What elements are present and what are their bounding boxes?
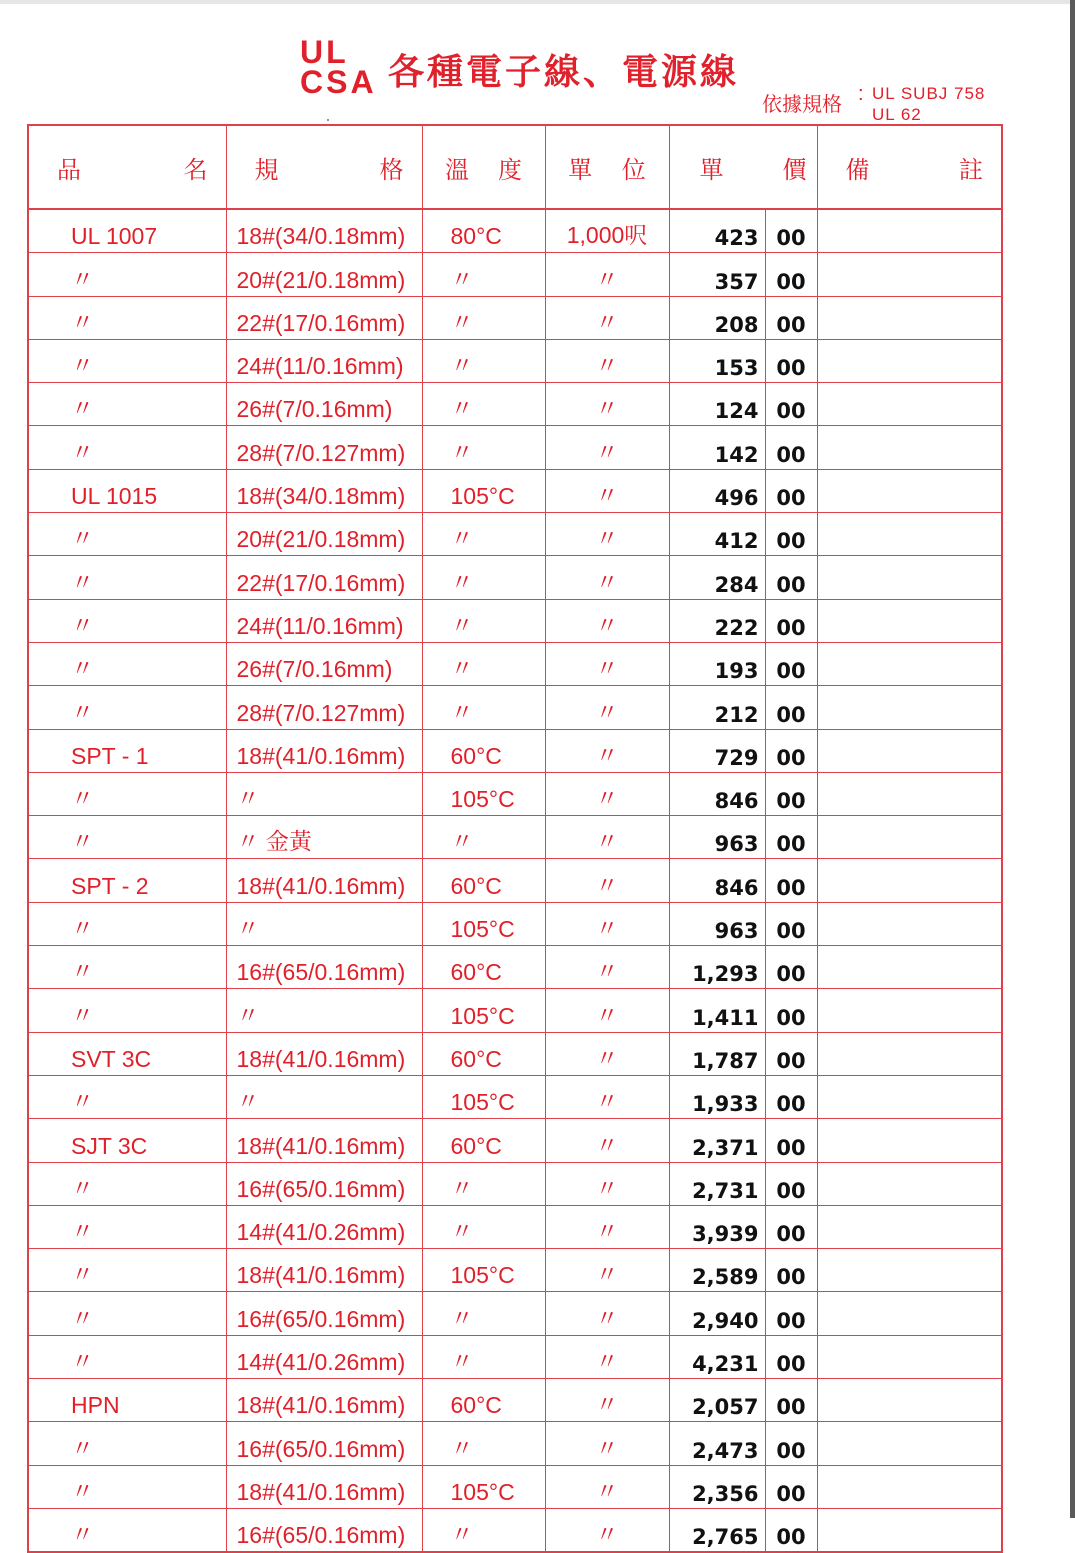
table-row bbox=[28, 1508, 1002, 1552]
spec-cell: 18#(41/0.16mm) bbox=[226, 1465, 422, 1508]
temperature-cell: 〃 bbox=[422, 296, 545, 339]
product-name-cell: 〃 bbox=[28, 1335, 226, 1378]
spec-cell: 22#(17/0.16mm) bbox=[226, 296, 422, 339]
price-integer-cell: 1,411 bbox=[669, 989, 765, 1032]
spec-cell: 〃 bbox=[226, 989, 422, 1032]
price-decimal-cell: 00 bbox=[765, 383, 817, 426]
header-name: 品 名 bbox=[28, 125, 226, 209]
price-decimal-cell: 00 bbox=[765, 1119, 817, 1162]
price-decimal-cell: 00 bbox=[765, 1508, 817, 1552]
unit-cell: 〃 bbox=[545, 426, 669, 469]
product-name-cell: 〃 bbox=[28, 556, 226, 599]
table-row bbox=[28, 513, 1002, 556]
spec-cell: 〃 bbox=[226, 772, 422, 815]
note-cell bbox=[817, 1205, 1002, 1248]
temperature-cell: 105°C bbox=[422, 902, 545, 945]
temperature-cell: 〃 bbox=[422, 383, 545, 426]
spec-cell: 18#(41/0.16mm) bbox=[226, 1032, 422, 1075]
price-decimal-cell: 00 bbox=[765, 296, 817, 339]
table-row bbox=[28, 729, 1002, 772]
table-row bbox=[28, 1249, 1002, 1292]
note-cell bbox=[817, 599, 1002, 642]
standards-list bbox=[872, 83, 985, 125]
unit-cell: 〃 bbox=[545, 1032, 669, 1075]
price-integer-cell: 142 bbox=[669, 426, 765, 469]
unit-cell: 〃 bbox=[545, 729, 669, 772]
price-integer-cell: 193 bbox=[669, 642, 765, 685]
spec-cell: 18#(34/0.18mm) bbox=[226, 209, 422, 253]
product-name-cell: SVT 3C bbox=[28, 1032, 226, 1075]
price-integer-cell: 284 bbox=[669, 556, 765, 599]
unit-cell: 〃 bbox=[545, 642, 669, 685]
product-name-cell: HPN bbox=[28, 1379, 226, 1422]
price-decimal-cell: 00 bbox=[765, 1249, 817, 1292]
spec-cell: 16#(65/0.16mm) bbox=[226, 1422, 422, 1465]
price-decimal-cell: 00 bbox=[765, 729, 817, 772]
unit-cell: 〃 bbox=[545, 1205, 669, 1248]
price-decimal-cell: 00 bbox=[765, 1335, 817, 1378]
unit-cell: 〃 bbox=[545, 946, 669, 989]
price-integer-cell: 153 bbox=[669, 339, 765, 382]
note-cell bbox=[817, 209, 1002, 253]
unit-cell: 〃 bbox=[545, 1249, 669, 1292]
note-cell bbox=[817, 1075, 1002, 1118]
spec-cell: 18#(41/0.16mm) bbox=[226, 859, 422, 902]
product-name-cell: 〃 bbox=[28, 1508, 226, 1552]
spec-cell: 26#(7/0.16mm) bbox=[226, 383, 422, 426]
product-name-cell: 〃 bbox=[28, 772, 226, 815]
unit-cell: 〃 bbox=[545, 686, 669, 729]
table-row bbox=[28, 296, 1002, 339]
price-decimal-cell: 00 bbox=[765, 859, 817, 902]
product-name-cell: 〃 bbox=[28, 1422, 226, 1465]
price-integer-cell: 357 bbox=[669, 253, 765, 296]
temperature-cell: 〃 bbox=[422, 1422, 545, 1465]
price-integer-cell: 2,057 bbox=[669, 1379, 765, 1422]
brand-mark bbox=[300, 36, 377, 98]
temperature-cell: 80°C bbox=[422, 209, 545, 253]
brand-line-1: UL bbox=[300, 34, 349, 70]
table-row bbox=[28, 339, 1002, 382]
price-integer-cell: 846 bbox=[669, 772, 765, 815]
price-integer-cell: 846 bbox=[669, 859, 765, 902]
price-decimal-cell: 00 bbox=[765, 339, 817, 382]
product-name-cell: 〃 bbox=[28, 426, 226, 469]
note-cell bbox=[817, 1032, 1002, 1075]
note-cell bbox=[817, 1162, 1002, 1205]
spec-cell: 20#(21/0.18mm) bbox=[226, 513, 422, 556]
brand-line-2: CSA bbox=[300, 64, 377, 100]
temperature-cell: 105°C bbox=[422, 772, 545, 815]
price-decimal-cell: 00 bbox=[765, 513, 817, 556]
header-temp: 溫 度 bbox=[422, 125, 545, 209]
note-cell bbox=[817, 556, 1002, 599]
price-decimal-cell: 00 bbox=[765, 1422, 817, 1465]
product-name-cell: 〃 bbox=[28, 513, 226, 556]
unit-cell: 〃 bbox=[545, 1379, 669, 1422]
spec-cell: 14#(41/0.26mm) bbox=[226, 1205, 422, 1248]
product-name-cell: 〃 bbox=[28, 339, 226, 382]
price-decimal-cell: 00 bbox=[765, 1075, 817, 1118]
price-integer-cell: 124 bbox=[669, 383, 765, 426]
product-name-cell: 〃 bbox=[28, 253, 226, 296]
unit-cell: 〃 bbox=[545, 556, 669, 599]
note-cell bbox=[817, 902, 1002, 945]
spec-cell: 〃 bbox=[226, 1075, 422, 1118]
table-row bbox=[28, 1119, 1002, 1162]
table-row bbox=[28, 556, 1002, 599]
price-integer-cell: 2,731 bbox=[669, 1162, 765, 1205]
spec-cell: 〃 金黃 bbox=[226, 816, 422, 859]
price-decimal-cell: 00 bbox=[765, 253, 817, 296]
price-integer-cell: 2,589 bbox=[669, 1249, 765, 1292]
product-name-cell: 〃 bbox=[28, 642, 226, 685]
note-cell bbox=[817, 1119, 1002, 1162]
price-decimal-cell: 00 bbox=[765, 426, 817, 469]
note-cell bbox=[817, 1335, 1002, 1378]
price-integer-cell: 729 bbox=[669, 729, 765, 772]
price-decimal-cell: 00 bbox=[765, 946, 817, 989]
price-decimal-cell: 00 bbox=[765, 989, 817, 1032]
product-name-cell: 〃 bbox=[28, 1205, 226, 1248]
unit-cell: 〃 bbox=[545, 859, 669, 902]
unit-cell: 〃 bbox=[545, 253, 669, 296]
unit-cell: 〃 bbox=[545, 383, 669, 426]
product-name-cell: 〃 bbox=[28, 383, 226, 426]
temperature-cell: 〃 bbox=[422, 686, 545, 729]
temperature-cell: 〃 bbox=[422, 816, 545, 859]
product-name-cell: SJT 3C bbox=[28, 1119, 226, 1162]
table-row bbox=[28, 989, 1002, 1032]
unit-cell: 〃 bbox=[545, 1508, 669, 1552]
standard-item: UL 62 bbox=[872, 105, 922, 124]
price-decimal-cell: 00 bbox=[765, 1465, 817, 1508]
table-row bbox=[28, 686, 1002, 729]
unit-cell: 〃 bbox=[545, 469, 669, 512]
spec-cell: 24#(11/0.16mm) bbox=[226, 339, 422, 382]
spec-cell: 16#(65/0.16mm) bbox=[226, 1508, 422, 1552]
temperature-cell: 60°C bbox=[422, 1119, 545, 1162]
price-integer-cell: 1,293 bbox=[669, 946, 765, 989]
price-decimal-cell: 00 bbox=[765, 1162, 817, 1205]
price-integer-cell: 222 bbox=[669, 599, 765, 642]
table-row bbox=[28, 946, 1002, 989]
note-cell bbox=[817, 859, 1002, 902]
spec-cell: 22#(17/0.16mm) bbox=[226, 556, 422, 599]
note-cell bbox=[817, 296, 1002, 339]
price-decimal-cell: 00 bbox=[765, 686, 817, 729]
price-integer-cell: 496 bbox=[669, 469, 765, 512]
table-row bbox=[28, 772, 1002, 815]
price-integer-cell: 412 bbox=[669, 513, 765, 556]
product-name-cell: 〃 bbox=[28, 946, 226, 989]
temperature-cell: 105°C bbox=[422, 989, 545, 1032]
note-cell bbox=[817, 1422, 1002, 1465]
price-integer-cell: 3,939 bbox=[669, 1205, 765, 1248]
temperature-cell: 105°C bbox=[422, 1075, 545, 1118]
price-integer-cell: 963 bbox=[669, 816, 765, 859]
unit-cell: 〃 bbox=[545, 1075, 669, 1118]
unit-cell: 〃 bbox=[545, 339, 669, 382]
unit-cell: 〃 bbox=[545, 296, 669, 339]
spec-cell: 〃 bbox=[226, 902, 422, 945]
product-name-cell: 〃 bbox=[28, 1249, 226, 1292]
price-integer-cell: 4,231 bbox=[669, 1335, 765, 1378]
temperature-cell: 〃 bbox=[422, 1508, 545, 1552]
table-row bbox=[28, 209, 1002, 253]
price-decimal-cell: 00 bbox=[765, 816, 817, 859]
spec-cell: 14#(41/0.26mm) bbox=[226, 1335, 422, 1378]
product-name-cell: 〃 bbox=[28, 296, 226, 339]
price-integer-cell: 423 bbox=[669, 209, 765, 253]
unit-cell: 〃 bbox=[545, 816, 669, 859]
table-row bbox=[28, 1162, 1002, 1205]
header-price: 單 價 bbox=[669, 125, 817, 209]
table-row bbox=[28, 1075, 1002, 1118]
note-cell bbox=[817, 1508, 1002, 1552]
table-row bbox=[28, 1465, 1002, 1508]
unit-cell: 〃 bbox=[545, 1292, 669, 1335]
table-row bbox=[28, 1032, 1002, 1075]
table-row bbox=[28, 1379, 1002, 1422]
price-decimal-cell: 00 bbox=[765, 599, 817, 642]
price-decimal-cell: 00 bbox=[765, 1205, 817, 1248]
note-cell bbox=[817, 642, 1002, 685]
product-name-cell: 〃 bbox=[28, 1162, 226, 1205]
note-cell bbox=[817, 816, 1002, 859]
page-title: 各種電子線、電源線 bbox=[388, 52, 740, 93]
temperature-cell: 〃 bbox=[422, 339, 545, 382]
table-row bbox=[28, 253, 1002, 296]
table-row bbox=[28, 816, 1002, 859]
price-integer-cell: 1,933 bbox=[669, 1075, 765, 1118]
product-name-cell: 〃 bbox=[28, 1075, 226, 1118]
spec-cell: 18#(41/0.16mm) bbox=[226, 1249, 422, 1292]
spec-cell: 24#(11/0.16mm) bbox=[226, 599, 422, 642]
scan-edge-top bbox=[0, 0, 1075, 4]
price-decimal-cell: 00 bbox=[765, 902, 817, 945]
note-cell bbox=[817, 772, 1002, 815]
spec-cell: 18#(41/0.16mm) bbox=[226, 729, 422, 772]
temperature-cell: 〃 bbox=[422, 642, 545, 685]
unit-cell: 〃 bbox=[545, 1119, 669, 1162]
unit-cell: 〃 bbox=[545, 1335, 669, 1378]
note-cell bbox=[817, 1379, 1002, 1422]
product-name-cell: 〃 bbox=[28, 1292, 226, 1335]
table-row bbox=[28, 642, 1002, 685]
spec-cell: 16#(65/0.16mm) bbox=[226, 946, 422, 989]
price-table bbox=[27, 124, 1003, 1553]
note-cell bbox=[817, 513, 1002, 556]
note-cell bbox=[817, 253, 1002, 296]
product-name-cell: 〃 bbox=[28, 816, 226, 859]
product-name-cell: 〃 bbox=[28, 599, 226, 642]
table-row bbox=[28, 859, 1002, 902]
scan-speck bbox=[327, 119, 329, 121]
scan-edge-right bbox=[1070, 0, 1075, 1518]
product-name-cell: 〃 bbox=[28, 989, 226, 1032]
unit-cell: 〃 bbox=[545, 1162, 669, 1205]
note-cell bbox=[817, 339, 1002, 382]
note-cell bbox=[817, 426, 1002, 469]
temperature-cell: 105°C bbox=[422, 469, 545, 512]
price-integer-cell: 1,787 bbox=[669, 1032, 765, 1075]
temperature-cell: 60°C bbox=[422, 1379, 545, 1422]
price-decimal-cell: 00 bbox=[765, 642, 817, 685]
temperature-cell: 105°C bbox=[422, 1465, 545, 1508]
table-row bbox=[28, 1292, 1002, 1335]
unit-cell: 〃 bbox=[545, 989, 669, 1032]
unit-cell: 〃 bbox=[545, 902, 669, 945]
spec-cell: 20#(21/0.18mm) bbox=[226, 253, 422, 296]
unit-cell: 〃 bbox=[545, 1422, 669, 1465]
temperature-cell: 〃 bbox=[422, 513, 545, 556]
product-name-cell: UL 1015 bbox=[28, 469, 226, 512]
product-name-cell: SPT - 2 bbox=[28, 859, 226, 902]
note-cell bbox=[817, 946, 1002, 989]
table-row bbox=[28, 1335, 1002, 1378]
note-cell bbox=[817, 729, 1002, 772]
product-name-cell: 〃 bbox=[28, 686, 226, 729]
price-integer-cell: 212 bbox=[669, 686, 765, 729]
table-row bbox=[28, 1422, 1002, 1465]
note-cell bbox=[817, 686, 1002, 729]
spec-cell: 18#(41/0.16mm) bbox=[226, 1119, 422, 1162]
spec-cell: 28#(7/0.127mm) bbox=[226, 426, 422, 469]
temperature-cell: 60°C bbox=[422, 1032, 545, 1075]
temperature-cell: 〃 bbox=[422, 1335, 545, 1378]
temperature-cell: 〃 bbox=[422, 253, 545, 296]
unit-cell: 〃 bbox=[545, 513, 669, 556]
table-row bbox=[28, 469, 1002, 512]
price-integer-cell: 2,356 bbox=[669, 1465, 765, 1508]
price-integer-cell: 208 bbox=[669, 296, 765, 339]
unit-cell: 〃 bbox=[545, 1465, 669, 1508]
price-integer-cell: 2,473 bbox=[669, 1422, 765, 1465]
standards-label: 依據規格 bbox=[762, 92, 842, 116]
price-decimal-cell: 00 bbox=[765, 1292, 817, 1335]
price-decimal-cell: 00 bbox=[765, 469, 817, 512]
note-cell bbox=[817, 1249, 1002, 1292]
temperature-cell: 60°C bbox=[422, 859, 545, 902]
temperature-cell: 〃 bbox=[422, 426, 545, 469]
price-integer-cell: 963 bbox=[669, 902, 765, 945]
price-integer-cell: 2,371 bbox=[669, 1119, 765, 1162]
spec-cell: 28#(7/0.127mm) bbox=[226, 686, 422, 729]
table-row bbox=[28, 383, 1002, 426]
price-decimal-cell: 00 bbox=[765, 1032, 817, 1075]
temperature-cell: 〃 bbox=[422, 599, 545, 642]
spec-cell: 26#(7/0.16mm) bbox=[226, 642, 422, 685]
header-row bbox=[28, 125, 1002, 209]
note-cell bbox=[817, 383, 1002, 426]
product-name-cell: 〃 bbox=[28, 902, 226, 945]
header-unit: 單 位 bbox=[545, 125, 669, 209]
header-note: 備 註 bbox=[817, 125, 1002, 209]
note-cell bbox=[817, 1292, 1002, 1335]
price-integer-cell: 2,940 bbox=[669, 1292, 765, 1335]
price-decimal-cell: 00 bbox=[765, 209, 817, 253]
spec-cell: 18#(34/0.18mm) bbox=[226, 469, 422, 512]
unit-cell: 〃 bbox=[545, 599, 669, 642]
price-decimal-cell: 00 bbox=[765, 1379, 817, 1422]
note-cell bbox=[817, 469, 1002, 512]
standard-item: UL SUBJ 758 bbox=[872, 84, 986, 103]
table-row bbox=[28, 902, 1002, 945]
note-cell bbox=[817, 1465, 1002, 1508]
temperature-cell: 〃 bbox=[422, 1292, 545, 1335]
unit-cell: 1,000呎 bbox=[545, 209, 669, 253]
table-body bbox=[28, 209, 1002, 1552]
table-row bbox=[28, 599, 1002, 642]
spec-cell: 16#(65/0.16mm) bbox=[226, 1162, 422, 1205]
product-name-cell: 〃 bbox=[28, 1465, 226, 1508]
temperature-cell: 〃 bbox=[422, 1205, 545, 1248]
spec-cell: 18#(41/0.16mm) bbox=[226, 1379, 422, 1422]
temperature-cell: 〃 bbox=[422, 1162, 545, 1205]
product-name-cell: UL 1007 bbox=[28, 209, 226, 253]
temperature-cell: 60°C bbox=[422, 946, 545, 989]
temperature-cell: 〃 bbox=[422, 556, 545, 599]
table-row bbox=[28, 426, 1002, 469]
table-row bbox=[28, 1205, 1002, 1248]
price-decimal-cell: 00 bbox=[765, 556, 817, 599]
standards-colon bbox=[858, 84, 864, 104]
product-name-cell: SPT - 1 bbox=[28, 729, 226, 772]
standards-colon-1: : bbox=[858, 83, 864, 105]
header-spec: 規 格 bbox=[226, 125, 422, 209]
unit-cell: 〃 bbox=[545, 772, 669, 815]
price-integer-cell: 2,765 bbox=[669, 1508, 765, 1552]
spec-cell: 16#(65/0.16mm) bbox=[226, 1292, 422, 1335]
note-cell bbox=[817, 989, 1002, 1032]
price-decimal-cell: 00 bbox=[765, 772, 817, 815]
temperature-cell: 60°C bbox=[422, 729, 545, 772]
temperature-cell: 105°C bbox=[422, 1249, 545, 1292]
